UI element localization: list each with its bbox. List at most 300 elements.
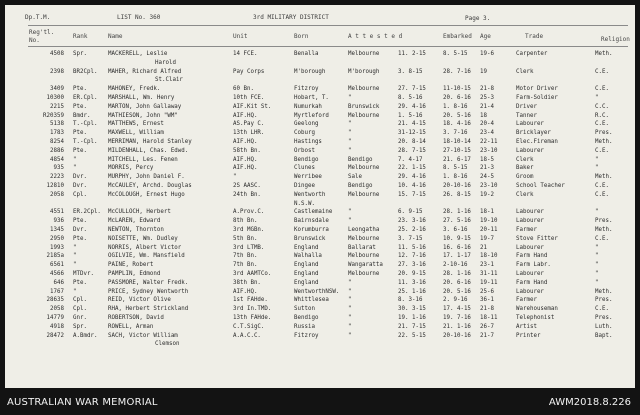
cell-unit: AIF.HQ. xyxy=(233,288,258,295)
header-district: 3rd MILITARY DISTRICT xyxy=(253,14,329,21)
table-row xyxy=(5,208,635,216)
cell-unit: AIF.HQ. xyxy=(233,165,258,172)
cell-unit: 5th Bn. xyxy=(233,235,258,242)
cell-religion: " xyxy=(595,253,599,260)
cell-rank: " xyxy=(73,156,77,163)
cell-age: 23-10 xyxy=(480,147,498,154)
col-religion: Religion xyxy=(601,36,630,43)
cell-age: 18-10 xyxy=(480,253,498,260)
cell-religion: " xyxy=(595,209,599,216)
table-row xyxy=(5,323,635,331)
cell-name: MILDENHALL, Chas. Edwd. xyxy=(108,147,189,154)
cell-age: 19-11 xyxy=(480,279,498,286)
cell-embarked: 17. 4-15 xyxy=(443,306,471,313)
cell-name: NOISETTE, Wm. Dudley xyxy=(108,235,178,242)
cell-attested-date: 11. 3-16 xyxy=(398,279,426,286)
cell-religion: Meth. xyxy=(595,288,613,295)
cell-embarked: 28. 7-16 xyxy=(443,68,471,75)
cell-religion: C.C. xyxy=(595,103,609,110)
cell-age: 20-11 xyxy=(480,227,498,233)
cell-regtl-no: 4566 xyxy=(50,271,64,277)
cell-embarked: 28. 1-16 xyxy=(443,209,471,216)
cell-born: Wentworth xyxy=(294,191,326,198)
cell-attested-place: Melbourne xyxy=(348,253,380,260)
cell-name: MAXWELL, William xyxy=(108,130,164,137)
col-rank: Rank xyxy=(73,33,88,40)
cell-embarked: 2-10-16 xyxy=(443,262,468,269)
cell-religion: " xyxy=(595,279,599,286)
cell-attested-place: Ballarat xyxy=(348,244,376,251)
cell-rank: Spr. xyxy=(73,51,87,57)
cell-unit: 3rd In.TMD. xyxy=(233,306,272,313)
cell-attested-place: Brunswick xyxy=(348,103,380,110)
cell-embarked: 27-10-15 xyxy=(443,147,471,154)
cell-attested-date: 10. 4-16 xyxy=(398,183,426,189)
cell-attested-date: 29. 4-16 xyxy=(398,103,426,110)
cell-religion: Meth. xyxy=(595,227,613,233)
cell-unit: A.Prov.C. xyxy=(233,209,265,216)
cell-name: MERRIMAN, Harold Stanley xyxy=(108,139,192,145)
cell-attested-date: 27. 7-15 xyxy=(398,86,426,93)
cell-unit: " xyxy=(233,174,237,181)
cell-attested-date: 23. 3-16 xyxy=(398,218,426,225)
cell-religion: C.E. xyxy=(595,121,609,128)
cell-age: 19-7 xyxy=(480,235,494,242)
col-regtl-no: Reg'tl. No. xyxy=(29,29,55,44)
col-attested: A t t e s t e d xyxy=(348,33,403,40)
cell-attested-place: Melbourne xyxy=(348,191,380,198)
cell-embarked: 16. 6-16 xyxy=(443,244,471,251)
cell-unit: 60 Bn. xyxy=(233,86,254,93)
cell-age: 21-8 xyxy=(480,306,494,313)
cell-attested-place: Melbourne xyxy=(348,165,380,172)
cell-name: MATHIESON, John "WM" xyxy=(108,112,178,119)
header-code: Dp.T.M. xyxy=(25,14,51,21)
cell-attested-place: " xyxy=(348,209,352,216)
cell-age: 25-3 xyxy=(480,95,494,101)
table-row xyxy=(5,217,635,225)
cell-attested-date: 3. 7-15 xyxy=(398,235,423,242)
cell-regtl-no: 2185a xyxy=(46,253,64,260)
cell-born: England xyxy=(294,279,319,286)
table-row xyxy=(5,288,635,296)
cell-rank: " xyxy=(73,288,77,295)
cell-age: 21-3 xyxy=(480,165,494,172)
cell-trade: Groom xyxy=(516,174,534,181)
cell-attested-date: 22. 1-15 xyxy=(398,165,426,172)
cell-born: Orbost xyxy=(294,147,315,154)
cell-religion: C.E. xyxy=(595,235,609,242)
cell-regtl-no: 4854 xyxy=(50,156,64,163)
cell-trade: Farm-Soldier xyxy=(516,95,558,101)
cell-attested-date: 21. 4-15 xyxy=(398,121,426,128)
cell-trade: Labourer xyxy=(516,121,544,128)
cell-trade: School Teacher xyxy=(516,183,565,189)
cell-trade: Clerk xyxy=(516,68,534,75)
table-row xyxy=(5,129,635,137)
table-row xyxy=(5,94,635,102)
cell-unit: 13th LHR. xyxy=(233,130,265,137)
cell-unit: 3rd MGBn. xyxy=(233,227,265,233)
cell-unit: A.A.C.C. xyxy=(233,332,261,339)
cell-attested-place: " xyxy=(348,95,352,101)
cell-rank: Pte. xyxy=(73,147,87,154)
cell-religion: C.E. xyxy=(595,306,609,313)
cell-regtl-no: 936 xyxy=(53,218,64,225)
cell-name: PAMPLIN, Edmond xyxy=(108,271,161,277)
col-embarked: Embarked xyxy=(443,33,472,40)
cell-attested-date: 20. 8-14 xyxy=(398,139,426,145)
cell-born: England xyxy=(294,244,319,251)
cell-regtl-no: 2223 xyxy=(50,174,64,181)
cell-trade: Clerk xyxy=(516,191,534,198)
cell-name: MACKERELL, Leslie xyxy=(108,51,168,57)
cell-attested-date: 6. 9-15 xyxy=(398,209,423,216)
cell-attested-date: 25. 1-16 xyxy=(398,288,426,295)
cell-embarked: 21. 6-17 xyxy=(443,156,471,163)
cell-name-continued: Harold xyxy=(155,59,176,66)
cell-rank: Cpl. xyxy=(73,297,87,304)
cell-religion: " xyxy=(595,271,599,277)
cell-born: Korumburra xyxy=(294,227,329,233)
cell-religion: Pres. xyxy=(595,130,613,137)
cell-attested-date: 31-12-15 xyxy=(398,130,426,137)
table-row xyxy=(5,261,635,269)
cell-born: Geelong xyxy=(294,121,319,128)
cell-embarked: 11-10-15 xyxy=(443,86,471,93)
cell-trade: Clerk xyxy=(516,156,534,163)
cell-regtl-no: 1345 xyxy=(50,227,64,233)
cell-unit: C.T.SigC. xyxy=(233,323,265,330)
cell-religion: Meth. xyxy=(595,139,613,145)
cell-age: 19 xyxy=(480,68,487,75)
table-row xyxy=(5,340,635,348)
cell-attested-place: " xyxy=(348,315,352,321)
cell-rank: BR2Cpl. xyxy=(73,68,98,75)
cell-name-continued: St.Clair xyxy=(155,77,183,84)
cell-attested-place: " xyxy=(348,306,352,313)
cell-regtl-no: 3409 xyxy=(50,86,64,93)
table-row xyxy=(5,332,635,340)
cell-embarked: 21. 1-16 xyxy=(443,323,471,330)
cell-name: NEWTON, Thornton xyxy=(108,227,164,233)
cell-attested-place: " xyxy=(348,130,352,137)
cell-trade: Telephonist xyxy=(516,315,555,321)
cell-religion: Meth. xyxy=(595,51,613,57)
cell-religion: Meth. xyxy=(595,174,613,181)
cell-name: PASSMORE, Walter Fredk. xyxy=(108,279,189,286)
cell-rank: Pte. xyxy=(73,103,87,110)
cell-trade: Labourer xyxy=(516,209,544,216)
cell-age: 25-6 xyxy=(480,288,494,295)
cell-attested-place: Leongatha xyxy=(348,227,380,233)
cell-unit: AIF.HQ. xyxy=(233,156,258,163)
cell-rank: Pte. xyxy=(73,235,87,242)
table-row xyxy=(5,226,635,234)
cell-name: McCULLOCH, Herbert xyxy=(108,209,171,216)
cell-attested-place: " xyxy=(348,332,352,339)
cell-attested-place: Melbourne xyxy=(348,86,380,93)
cell-born: Brunswick xyxy=(294,235,326,242)
cell-trade: Motor Driver xyxy=(516,86,558,93)
cell-unit: 10th FCE. xyxy=(233,95,265,101)
cell-born: Benalla xyxy=(294,51,319,57)
cell-attested-date: 8. 5-16 xyxy=(398,95,423,101)
cell-embarked: 3. 6-16 xyxy=(443,227,468,233)
cell-rank: Pte. xyxy=(73,279,87,286)
cell-name: McCOLOUGH, Ernest Hugo xyxy=(108,191,185,198)
cell-religion: " xyxy=(595,165,599,172)
cell-attested-date: 21. 7-15 xyxy=(398,323,426,330)
cell-born: Bairnsdale xyxy=(294,218,329,225)
table-row xyxy=(5,68,635,76)
cell-rank: Dvr. xyxy=(73,183,87,189)
cell-regtl-no: 6561 xyxy=(50,262,64,269)
cell-attested-date: 27. 3-16 xyxy=(398,262,426,269)
cell-rank: T.-Cpl. xyxy=(73,121,98,128)
cell-born: Fitzroy xyxy=(294,86,319,93)
cell-trade: Bricklayer xyxy=(516,130,551,137)
cell-embarked: 18-10-14 xyxy=(443,139,471,145)
cell-unit: AIF.HQ. xyxy=(233,112,258,119)
cell-attested-date: 11. 2-15 xyxy=(398,51,426,57)
cell-born: Russia xyxy=(294,323,315,330)
cell-attested-place: " xyxy=(348,288,352,295)
cell-attested-date: 30. 3-15 xyxy=(398,306,426,313)
cell-trade: Labourer xyxy=(516,218,544,225)
cell-attested-place: Melbourne xyxy=(348,51,380,57)
cell-regtl-no: 2215 xyxy=(50,103,64,110)
cell-rank: Pte. xyxy=(73,218,87,225)
cell-name: MURPHY, John Daniel F. xyxy=(108,174,185,181)
cell-name: MITCHELL, Les. Fenen xyxy=(108,156,178,163)
cell-embarked: 20. 5-16 xyxy=(443,112,471,119)
cell-age: 23-4 xyxy=(480,130,494,137)
cell-age: 22-11 xyxy=(480,139,498,145)
cell-regtl-no: 5138 xyxy=(50,121,64,128)
table-row xyxy=(5,147,635,155)
cell-unit: 58th Bn. xyxy=(233,147,261,154)
table-row xyxy=(5,59,635,67)
cell-unit: 24th Bn. xyxy=(233,191,261,198)
cell-rank: " xyxy=(73,253,77,260)
cell-embarked: 10. 9-15 xyxy=(443,235,471,242)
cell-trade: Artist xyxy=(516,323,537,330)
table-row xyxy=(5,182,635,190)
cell-attested-place: Melbourne xyxy=(348,271,380,277)
cell-unit: 1st FAHde. xyxy=(233,297,268,304)
cell-age: 26-7 xyxy=(480,323,494,330)
cell-age: 23-10 xyxy=(480,183,498,189)
header-rule-top xyxy=(28,25,628,26)
footer-accession-number: AWM2018.8.226 xyxy=(548,397,631,408)
table-row xyxy=(5,112,635,120)
cell-regtl-no: 2398 xyxy=(50,68,64,75)
cell-unit: 3rd AAMTCo. xyxy=(233,271,272,277)
cell-trade: Printer xyxy=(516,332,541,339)
cell-embarked: 3. 7-16 xyxy=(443,130,468,137)
cell-name: PAINE, Robert xyxy=(108,262,154,269)
col-born: Born xyxy=(294,33,309,40)
cell-embarked: 8. 5-15 xyxy=(443,51,468,57)
cell-unit: 38th Bn. xyxy=(233,279,261,286)
cell-rank: Cpl. xyxy=(73,191,87,198)
header-page: Page 3. xyxy=(465,15,491,22)
table-row xyxy=(5,305,635,313)
cell-trade: Farm Labr. xyxy=(516,262,551,269)
cell-regtl-no: 4508 xyxy=(50,51,64,57)
cell-embarked: 27. 5-16 xyxy=(443,218,471,225)
cell-unit: 7th Bn. xyxy=(233,253,258,260)
cell-born: Werribee xyxy=(294,174,322,181)
cell-trade: Stove Fitter xyxy=(516,235,558,242)
cell-rank: Pte. xyxy=(73,130,87,137)
table-row xyxy=(5,191,635,199)
cell-attested-place: Wangaratta xyxy=(348,262,383,269)
cell-regtl-no: 1767 xyxy=(50,288,64,295)
cell-embarked: 28. 1-16 xyxy=(443,271,471,277)
cell-rank: " xyxy=(73,244,77,251)
cell-attested-date: 3. 8-15 xyxy=(398,68,423,75)
cell-attested-place: Melbourne xyxy=(348,112,380,119)
cell-regtl-no: 1783 xyxy=(50,130,64,137)
table-row xyxy=(5,164,635,172)
cell-regtl-no: R20359 xyxy=(43,112,64,119)
cell-age: 19-6 xyxy=(480,51,494,57)
cell-embarked: 19. 7-16 xyxy=(443,315,471,321)
table-row xyxy=(5,235,635,243)
cell-attested-date: 19. 1-16 xyxy=(398,315,426,321)
cell-name: MORRIS, Percy xyxy=(108,165,154,172)
cell-born: Whittlesea xyxy=(294,297,329,304)
cell-embarked: 20-10-16 xyxy=(443,183,471,189)
cell-age: 31-11 xyxy=(480,271,498,277)
cell-religion: Luth. xyxy=(595,323,613,330)
cell-name: MAHONEY, Fredk. xyxy=(108,86,161,93)
cell-regtl-no: 12810 xyxy=(46,183,64,189)
cell-trade: Farm Hand xyxy=(516,279,548,286)
cell-embarked: 1. 8-16 xyxy=(443,103,468,110)
cell-rank: MTDvr. xyxy=(73,271,94,277)
cell-age: 18-1 xyxy=(480,209,494,216)
cell-trade: Elec.Fireman xyxy=(516,139,558,145)
cell-name: MAHER, Richard Alfred xyxy=(108,68,182,75)
cell-regtl-no: 2886 xyxy=(50,147,64,154)
cell-age: 19-10 xyxy=(480,218,498,225)
cell-rank: Spr. xyxy=(73,323,87,330)
cell-regtl-no: 935 xyxy=(53,165,64,172)
footer-bar xyxy=(0,388,640,415)
cell-religion: " xyxy=(595,244,599,251)
cell-religion: C.E. xyxy=(595,68,609,75)
cell-trade: Labourer xyxy=(516,271,544,277)
cell-trade: Farmer xyxy=(516,297,537,304)
cell-age: 36-1 xyxy=(480,297,494,304)
cell-unit: 3rd LTMB. xyxy=(233,244,265,251)
table-row xyxy=(5,85,635,93)
col-name: Name xyxy=(108,33,123,40)
header-list-number: LIST No. 360 xyxy=(117,14,161,21)
table-row xyxy=(5,314,635,322)
cell-unit: 2S AASC. xyxy=(233,183,261,189)
cell-rank: ER.Cpl. xyxy=(73,95,98,101)
cell-attested-date: 20. 9-15 xyxy=(398,271,426,277)
cell-embarked: 20. 5-16 xyxy=(443,288,471,295)
cell-age: 18-11 xyxy=(480,315,498,321)
cell-attested-date: 11. 5-16 xyxy=(398,244,426,251)
cell-attested-place: Sale xyxy=(348,174,362,181)
table-row xyxy=(5,270,635,278)
cell-born: Bendigo xyxy=(294,315,319,321)
cell-rank: Pte. xyxy=(73,86,87,93)
cell-name: MARTON, John Gallaway xyxy=(108,103,182,110)
cell-trade: Farm Hand xyxy=(516,253,548,260)
cell-attested-place: " xyxy=(348,121,352,128)
cell-regtl-no: 8254 xyxy=(50,139,64,145)
cell-born: England xyxy=(294,262,319,269)
cell-rank: Cpl. xyxy=(73,306,87,313)
cell-attested-place: M'borough xyxy=(348,68,380,75)
cell-born: Fitzroy xyxy=(294,332,319,339)
cell-attested-place: Bendigo xyxy=(348,156,373,163)
cell-unit: AIF.HQ. xyxy=(233,139,258,145)
cell-born: England xyxy=(294,271,319,277)
cell-trade: Warehouseman xyxy=(516,306,558,313)
cell-religion: C.E. xyxy=(595,183,609,189)
cell-attested-date: 8. 3-16 xyxy=(398,297,423,304)
cell-age: 19-2 xyxy=(480,191,494,198)
table-row xyxy=(5,103,635,111)
cell-attested-date: 12. 7-16 xyxy=(398,253,426,260)
cell-attested-place: " xyxy=(348,279,352,286)
table-row xyxy=(5,138,635,146)
cell-attested-date: 7. 4-17 xyxy=(398,156,423,163)
document-sheet xyxy=(5,5,635,388)
cell-attested-place: " xyxy=(348,147,352,154)
cell-age: 18 xyxy=(480,112,487,119)
table-row xyxy=(5,173,635,181)
table-row xyxy=(5,252,635,260)
cell-rank: ER.2Cpl. xyxy=(73,209,101,216)
cell-rank: " xyxy=(73,262,77,269)
cell-age: 23-1 xyxy=(480,262,494,269)
cell-regtl-no: 10300 xyxy=(46,95,64,101)
header-rule-bottom xyxy=(28,46,628,47)
cell-attested-date: 25. 2-16 xyxy=(398,227,426,233)
cell-name: OGILVIE, Wm. Mansfield xyxy=(108,253,185,260)
cell-born: Clunes xyxy=(294,165,315,172)
cell-born: M'borough xyxy=(294,68,326,75)
cell-trade: Driver xyxy=(516,103,537,110)
table-row xyxy=(5,156,635,164)
cell-name: ROWELL, Arman xyxy=(108,323,154,330)
cell-age: 21-7 xyxy=(480,332,494,339)
cell-regtl-no: 646 xyxy=(53,279,64,286)
cell-unit: 14 FCE. xyxy=(233,51,258,57)
cell-embarked: 26. 8-15 xyxy=(443,191,471,198)
cell-age: 21 xyxy=(480,244,487,251)
cell-name: PRICE, Sydney Wentworth xyxy=(108,288,189,295)
cell-embarked: 18. 4-16 xyxy=(443,121,471,128)
cell-rank: " xyxy=(73,165,77,172)
cell-rank: Gnr. xyxy=(73,315,87,321)
cell-embarked: 20. 6-16 xyxy=(443,279,471,286)
cell-unit: 7th Bn. xyxy=(233,262,258,269)
cell-religion: Pres. xyxy=(595,297,613,304)
cell-born: Hastings xyxy=(294,139,322,145)
cell-regtl-no: 4551 xyxy=(50,209,64,216)
cell-attested-place: " xyxy=(348,139,352,145)
